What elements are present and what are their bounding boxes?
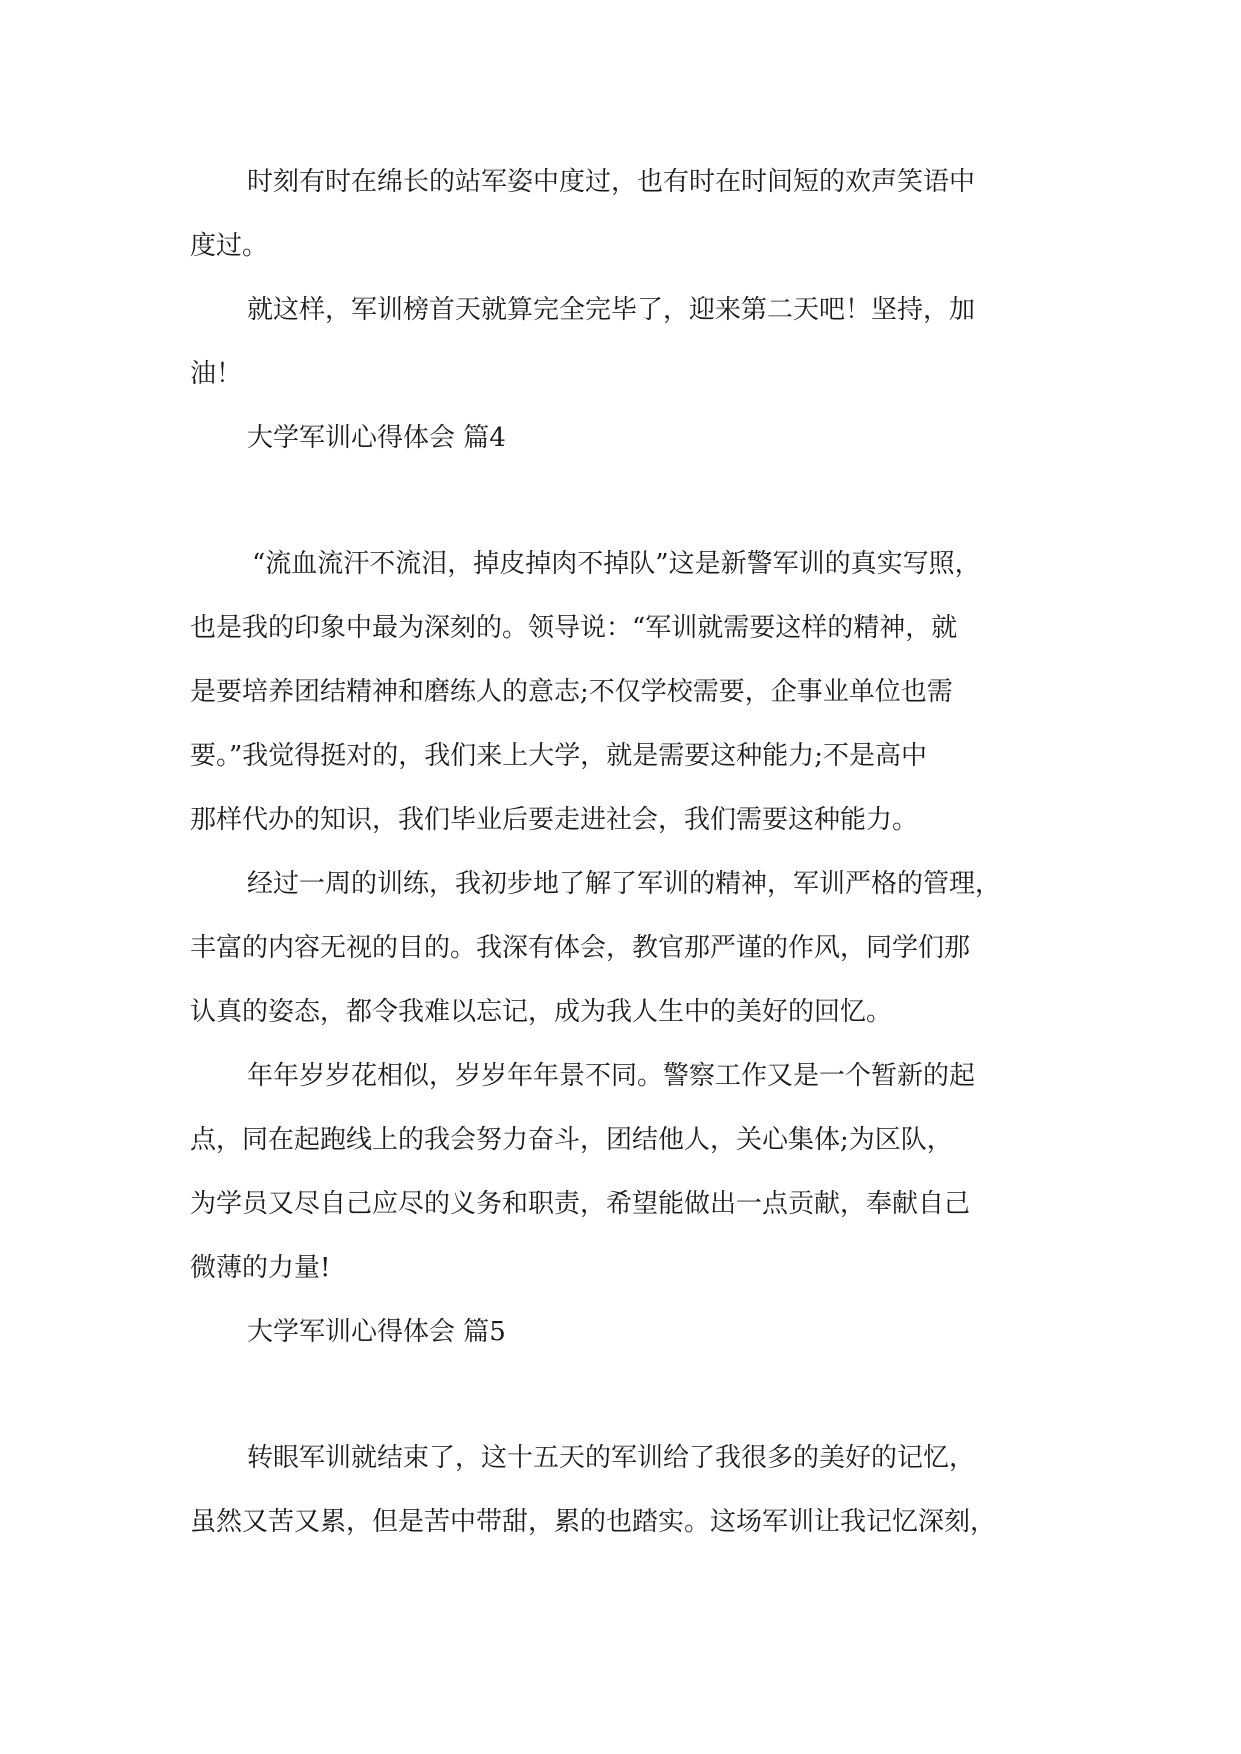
paragraph-line: 转眼军训就结束了，这十五天的军训给了我很多的美好的记忆，	[247, 1443, 976, 1473]
paragraph-line: 是要培养团结精神和磨练人的意志;不仅学校需要，企事业单位也需	[190, 677, 953, 707]
paragraph-line: 度过。	[190, 231, 269, 261]
paragraph-line: 微薄的力量!	[190, 1253, 331, 1283]
paragraph-line: 点，同在起跑线上的我会努力奋斗，团结他人，关心集体;为区队，	[190, 1125, 953, 1155]
paragraph-line: 时刻有时在绵长的站军姿中度过，也有时在时间短的欢声笑语中	[247, 167, 976, 197]
paragraph-line: 那样代办的知识，我们毕业后要走进社会，我们需要这种能力。	[190, 805, 919, 835]
paragraph-line: 丰富的内容无视的目的。我深有体会，教官那严谨的作风，同学们那	[190, 933, 971, 963]
paragraph-line: 要。”我觉得挺对的，我们来上大学，就是需要这种能力;不是高中	[190, 741, 928, 771]
section-heading: 大学军训心得体会 篇5	[247, 1317, 506, 1347]
paragraph-line: 也是我的印象中最为深刻的。领导说：“军训就需要这样的精神，就	[190, 613, 958, 643]
paragraph-line: 认真的姿态，都令我难以忘记，成为我人生中的美好的回忆。	[190, 997, 893, 1027]
paragraph-line: 就这样，军训榜首天就算完全完毕了，迎来第二天吧！坚持，加	[247, 295, 976, 325]
paragraph-line: 油！	[190, 359, 243, 389]
paragraph-line: 虽然又苦又累，但是苦中带甜，累的也踏实。这场军训让我记忆深刻，	[190, 1507, 997, 1537]
section-heading: 大学军训心得体会 篇4	[247, 423, 506, 453]
paragraph-line: “流血流汗不流泪，掉皮掉肉不掉队”这是新警军训的真实写照，	[252, 549, 981, 579]
paragraph-line: 为学员又尽自己应尽的义务和职责，希望能做出一点贡献，奉献自己	[190, 1189, 971, 1219]
paragraph-line: 年年岁岁花相似，岁岁年年景不同。警察工作又是一个暂新的起	[247, 1061, 976, 1091]
paragraph-line: 经过一周的训练，我初步地了解了军训的精神，军训严格的管理，	[247, 869, 1002, 899]
